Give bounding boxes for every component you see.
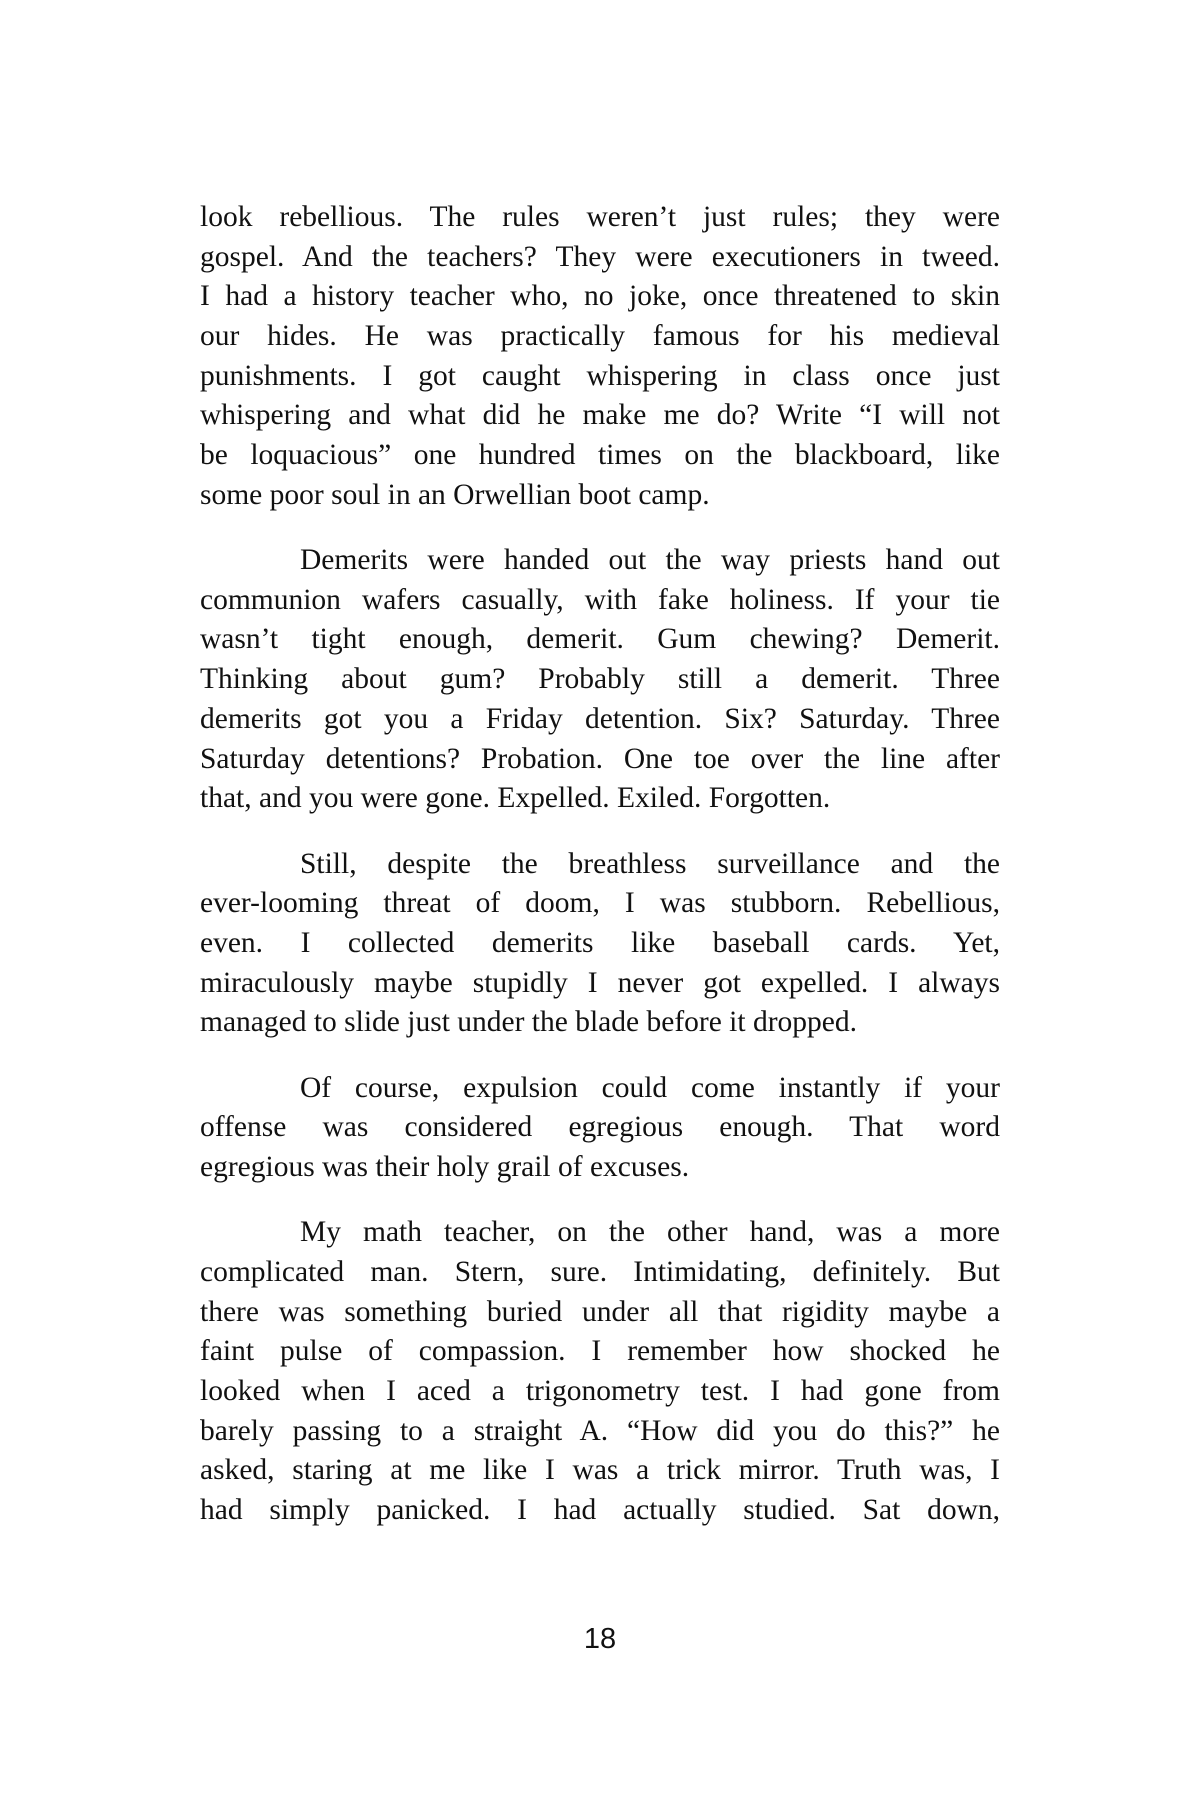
paragraph [200, 1069, 1000, 1188]
text-line: had simply panicked. I had actually studied. Sat down, [200, 1494, 1000, 1526]
text-line: communion wafers casually, with fake holiness. If your tie [200, 583, 1000, 616]
text-line: barely passing to a straight A. “How did you do this?” he [200, 1414, 1000, 1447]
paragraph [200, 1213, 1000, 1531]
text-line: gospel. And the teachers? They were executioners in tweed. [200, 240, 1000, 273]
page-number: 18 [583, 1623, 617, 1655]
text-line: our hides. He was practically famous for his medieval [200, 320, 1000, 353]
text-line: punishments. I got caught whispering in class once just [200, 359, 1000, 392]
paragraph [200, 541, 1000, 819]
text-line: faint pulse of compassion. I remember how shocked he [200, 1335, 1000, 1368]
text-line: Saturday detentions? Probation. One toe over the line after [200, 742, 1000, 775]
text-line: Demerits were handed out the way priests hand out [300, 544, 1000, 577]
body-text [200, 198, 1000, 1556]
text-line: some poor soul in an Orwellian boot camp. [200, 478, 710, 511]
text-line: there was something buried under all that rigidity maybe a [200, 1295, 1000, 1328]
text-line: Thinking about gum? Probably still a demerit. Three [200, 663, 1000, 696]
text-line: whispering and what did he make me do? Write “I will not [200, 399, 1000, 432]
text-line: Still, despite the breathless surveillance and the [300, 847, 1000, 880]
text-line: even. I collected demerits like baseball cards. Yet, [200, 926, 1000, 959]
text-line: managed to slide just under the blade before it dropped. [200, 1006, 857, 1039]
text-line: asked, staring at me like I was a trick mirror. Truth was, I [200, 1454, 1000, 1487]
text-line: that, and you were gone. Expelled. Exiled. Forgotten. [200, 782, 831, 815]
text-line: miraculously maybe stupidly I never got expelled. I always [200, 966, 1000, 999]
text-line: complicated man. Stern, sure. Intimidating, definitely. But [200, 1255, 1000, 1288]
text-line: wasn’t tight enough, demerit. Gum chewing? Demerit. [200, 623, 1000, 656]
text-line: My math teacher, on the other hand, was a more [300, 1216, 1000, 1249]
text-line: be loquacious” one hundred times on the blackboard, like [200, 439, 1000, 472]
text-line: offense was considered egregious enough. That word [200, 1111, 1000, 1144]
text-line: demerits got you a Friday detention. Six? Saturday. Three [200, 702, 1000, 735]
text-line: Of course, expulsion could come instantly if your [300, 1071, 1000, 1104]
text-line: ever-looming threat of doom, I was stubborn. Rebellious, [200, 887, 1000, 920]
paragraph [200, 845, 1000, 1043]
text-line: egregious was their holy grail of excuses. [200, 1150, 690, 1183]
text-line: look rebellious. The rules weren’t just rules; they were [200, 201, 1000, 233]
paragraph [200, 198, 1000, 516]
text-line: looked when I aced a trigonometry test. I had gone from [200, 1374, 1000, 1407]
text-line: I had a history teacher who, no joke, once threatened to skin [200, 280, 1000, 313]
